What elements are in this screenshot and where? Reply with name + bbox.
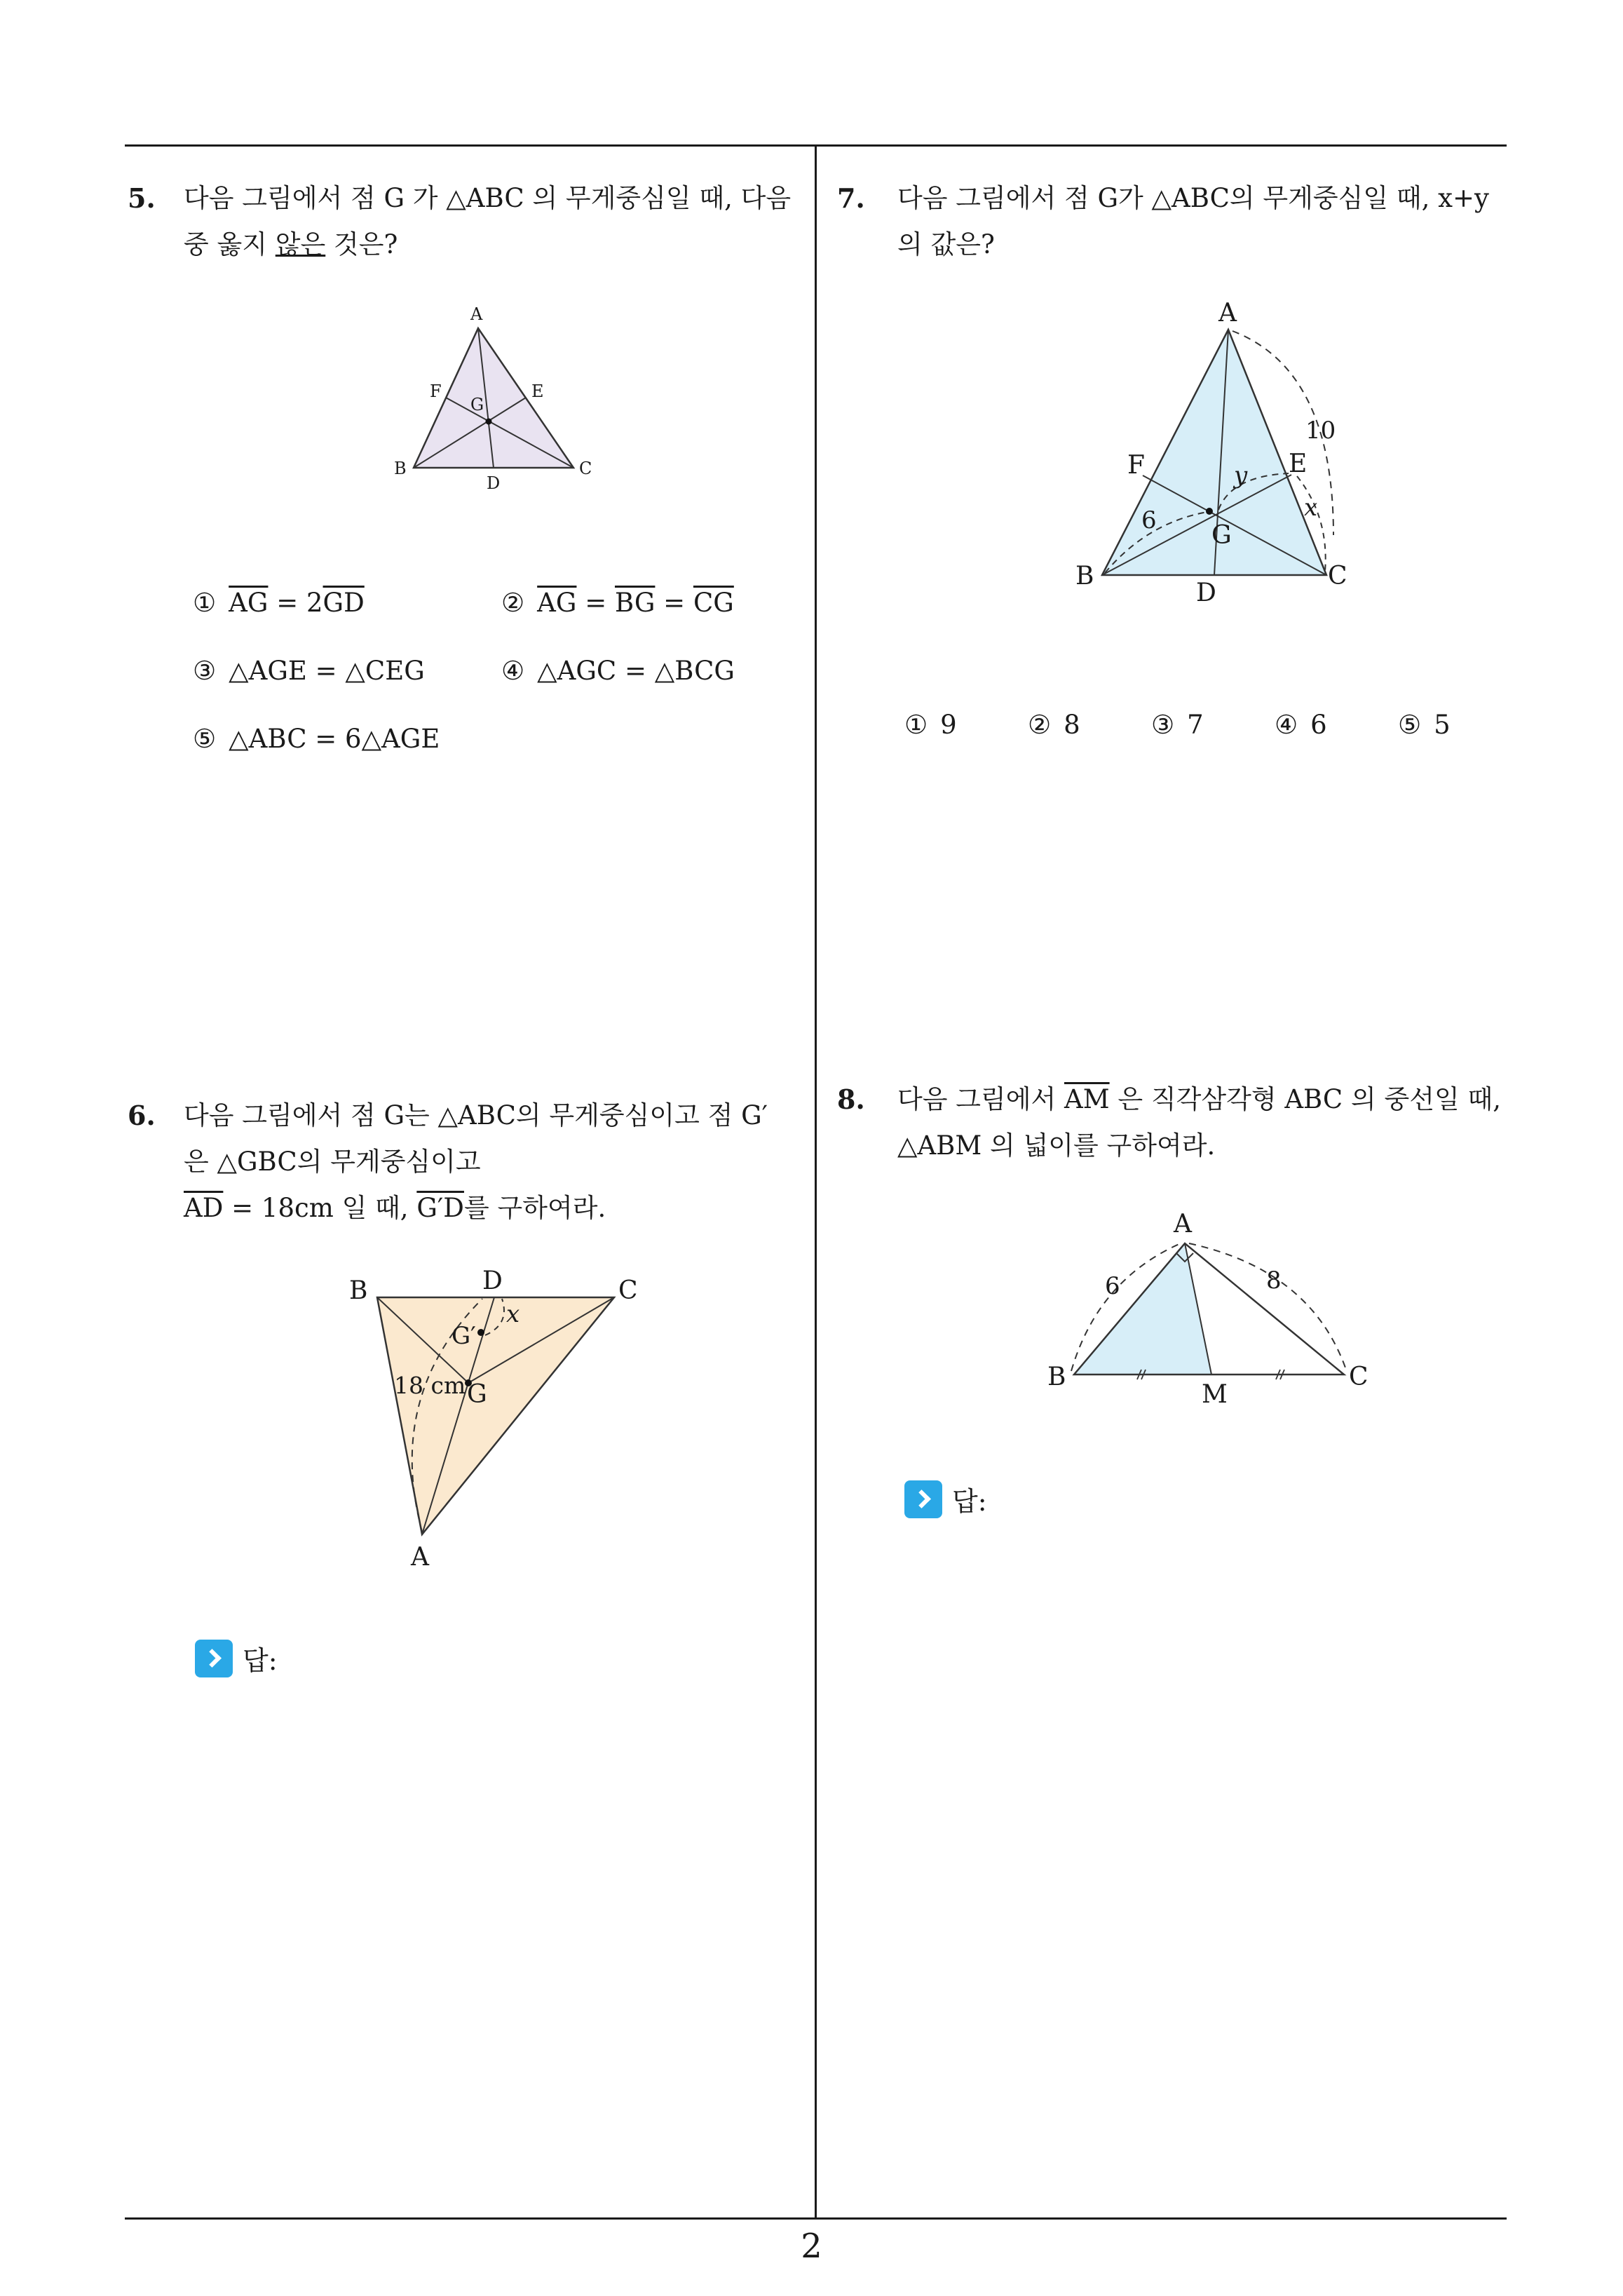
q5-choice-1[interactable]: ① $\overline{AG} = 2\overline{GD}$ — [193, 588, 365, 618]
q7-label-x: x — [1304, 494, 1318, 522]
q7-label-c: C — [1328, 562, 1347, 590]
q6-line2: 은 △GBC의 무게중심이고 — [184, 1147, 481, 1177]
q6-label-a: A — [411, 1543, 429, 1572]
arrow-right-icon — [904, 1480, 942, 1518]
q5-centroid — [486, 419, 492, 425]
q5-choice-4[interactable]: ④ △AGC = △BCG — [501, 656, 735, 686]
q5-choice-2[interactable]: ② $\overline{AG} = \overline{BG} = \overline{CG}$ — [501, 588, 734, 618]
q7-label-b: B — [1075, 562, 1094, 590]
q6-label-b: B — [349, 1276, 368, 1305]
q8-label-c: C — [1349, 1363, 1369, 1391]
q8-label-m: M — [1202, 1380, 1228, 1409]
q7-choice-2[interactable]: ② 8 — [1028, 710, 1080, 740]
q8-question — [897, 1076, 1501, 1169]
q7-line2: 의 값은? — [897, 229, 995, 259]
q5-label-d: D — [487, 473, 501, 491]
q7-choice-1[interactable]: ① 9 — [904, 710, 957, 740]
q8-number: 8. — [837, 1083, 865, 1115]
q6-label-x: x — [506, 1300, 520, 1328]
q5-figure — [379, 302, 617, 491]
q8-label-b: B — [1047, 1363, 1066, 1391]
q5-choice-5[interactable]: ⑤ △ABC = 6△AGE — [193, 724, 440, 754]
q7-centroid — [1206, 508, 1213, 515]
q6-question — [184, 1093, 768, 1231]
q8-label-8: 8 — [1266, 1267, 1282, 1295]
q6-line1: 다음 그림에서 점 G는 △ABC의 무게중심이고 점 G′ — [184, 1100, 768, 1130]
q5-choice-3[interactable]: ③ △AGE = △CEG — [193, 656, 425, 686]
q8-line1: 다음 그림에서 $\overline{AM}$ 은 직각삼각형 ABC 의 중선일 때, — [897, 1084, 1501, 1114]
q5-label-b: B — [394, 459, 407, 478]
q7-label-f: F — [1127, 451, 1145, 480]
q6-answer[interactable] — [195, 1639, 278, 1677]
q8-label-a: A — [1174, 1210, 1192, 1238]
q5-label-f: F — [430, 381, 442, 401]
q8-dashed-arc-8 — [1189, 1243, 1346, 1370]
q7-number: 7. — [837, 182, 865, 214]
q5-label-e: E — [531, 381, 544, 401]
q6-figure — [337, 1262, 673, 1585]
q5-underlined-word: 않은 — [275, 229, 326, 259]
q5-line2: 중 옳지 않은 것은? — [184, 229, 398, 259]
q6-point-gprime — [477, 1329, 484, 1336]
q6-label-18cm: 18 cm — [394, 1372, 466, 1399]
q8-triangle-abm — [1074, 1243, 1211, 1375]
q7-choice-3[interactable]: ③ 7 — [1151, 710, 1204, 740]
q5-line1: 다음 그림에서 점 G 가 △ABC 의 무게중심일 때, 다음 — [184, 183, 792, 213]
q7-choice-4[interactable]: ④ 6 — [1275, 710, 1327, 740]
q6-line3: $\overline{AD} = 18cm$ 일 때, G′D를 구하여라. — [184, 1193, 606, 1223]
q7-label-a: A — [1218, 299, 1237, 327]
q6-label-gprime: G′ — [451, 1322, 476, 1350]
page-number: 2 — [801, 2227, 822, 2266]
q6-answer-label: 답: — [243, 1645, 278, 1676]
q7-label-10: 10 — [1305, 417, 1336, 445]
q5-number: 5. — [128, 182, 156, 214]
q8-line2: △ABM 의 넓이를 구하여라. — [897, 1130, 1216, 1161]
q7-line1: 다음 그림에서 점 G가 △ABC의 무게중심일 때, x+y — [897, 183, 1489, 213]
arrow-right-icon — [195, 1640, 233, 1677]
q7-choice-5[interactable]: ⑤ 5 — [1398, 710, 1451, 740]
q7-label-y: y — [1234, 461, 1248, 489]
q6-label-g: G — [467, 1380, 487, 1409]
q5-question — [184, 175, 791, 268]
q8-figure — [1031, 1203, 1395, 1413]
q5-label-g: G — [470, 395, 484, 414]
q5-label-a: A — [470, 304, 483, 324]
q7-label-d: D — [1196, 579, 1216, 607]
q8-answer[interactable] — [904, 1480, 987, 1518]
q5-label-c: C — [579, 459, 592, 478]
q6-label-d: D — [482, 1267, 503, 1295]
q7-label-g: G — [1211, 521, 1232, 550]
q7-label-e: E — [1289, 450, 1308, 478]
column-divider — [815, 144, 817, 2219]
q8-label-6: 6 — [1105, 1272, 1120, 1300]
q8-answer-label: 답: — [952, 1486, 987, 1517]
q7-label-6: 6 — [1141, 506, 1157, 534]
q7-figure — [1059, 298, 1367, 607]
bottom-rule — [125, 2217, 1507, 2220]
q7-question — [897, 175, 1489, 268]
q6-number: 6. — [128, 1100, 156, 1131]
q6-triangle — [377, 1297, 614, 1534]
q6-label-c: C — [618, 1276, 638, 1305]
